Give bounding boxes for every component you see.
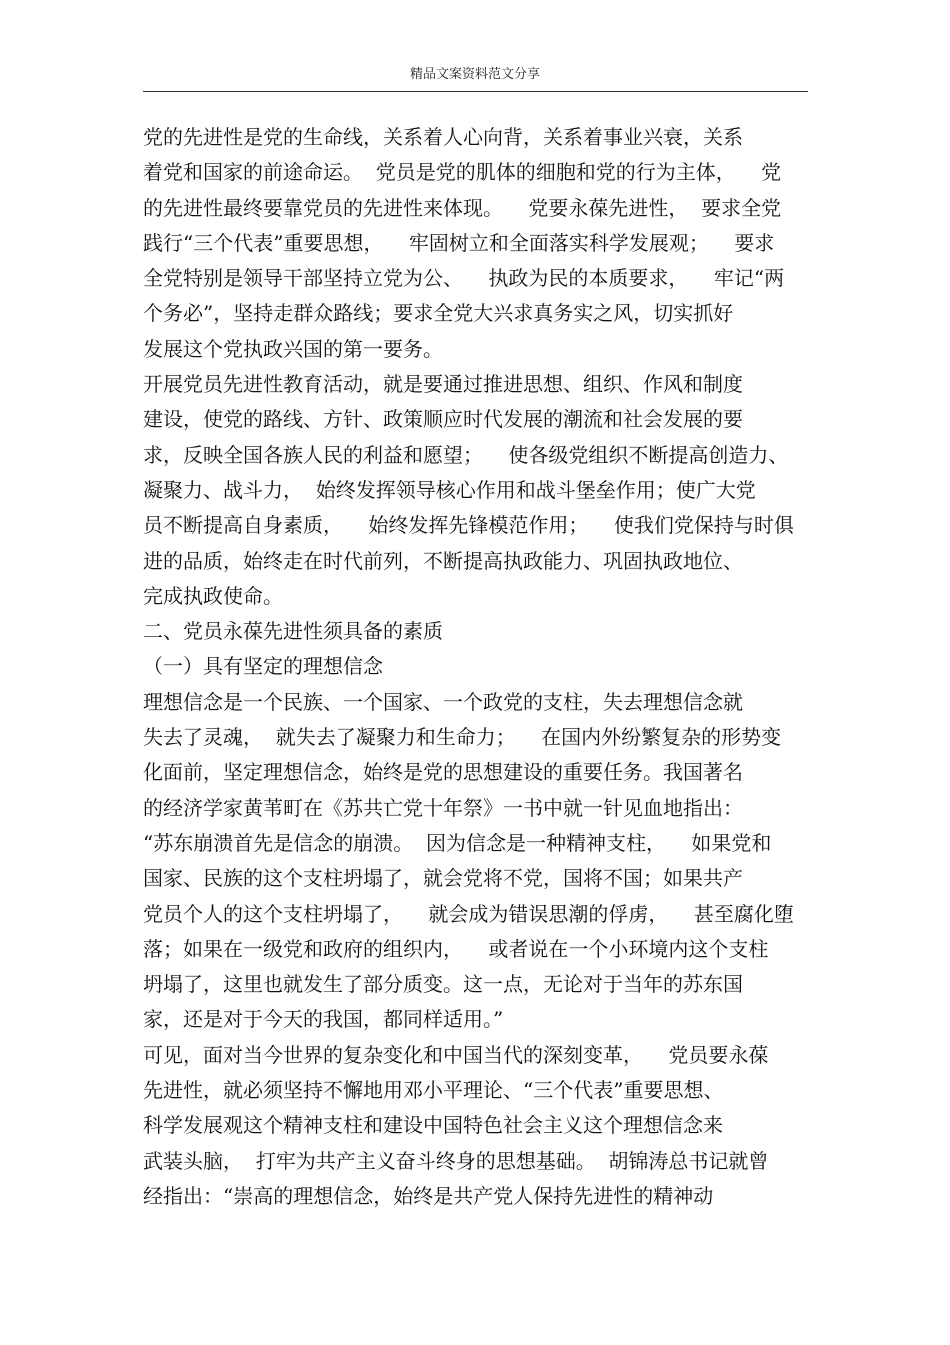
text-line: 党的先进性是党的生命线，关系着人心向背，关系着事业兴衰，关系	[143, 125, 743, 149]
text-line: 科学发展观这个精神支柱和建设中国特色社会主义这个理想信念来	[143, 1113, 723, 1138]
text-line: 国家、民族的这个支柱坍塌了，就会党将不党，国将不国；如果共产	[143, 866, 743, 891]
text-line: 个务必”，坚持走群众路线；要求全党大兴求真务实之风，切实抓好	[143, 301, 734, 326]
page-header: 精品文案资料范文分享	[409, 67, 540, 82]
text-line: 坍塌了，这里也就发生了部分质变。这一点，无论对于当年的苏东国	[143, 972, 743, 997]
text-line: 落；如果在一级党和政府的组织内， 或者说在一个小环境内这个支柱	[143, 936, 769, 961]
text-line: 的先进性最终要靠党员的先进性来体现。 党要永葆先进性， 要求全党	[143, 195, 782, 220]
text-line: 完成执政使命。	[143, 583, 283, 608]
text-line: 进的品质，始终走在时代前列，不断提高执政能力、巩固执政地位、	[143, 548, 743, 573]
text-line: 经指出：“崇高的理想信念，始终是共产党人保持先进性的精神动	[143, 1183, 714, 1208]
text-line: 失去了灵魂， 就失去了凝聚力和生命力； 在国内外纷繁复杂的形势变	[143, 725, 782, 750]
section-heading: 二、党员永葆先进性须具备的素质	[143, 619, 443, 644]
text-line: 党员个人的这个支柱坍塌了， 就会成为错误思潮的俘虏， 甚至腐化堕	[143, 901, 794, 926]
text-line: 武装头脑， 打牢为共产主义奋斗终身的思想基础。 胡锦涛总书记就曾	[143, 1148, 769, 1173]
text-line: 家，还是对于今天的我国，都同样适用。”	[143, 1007, 504, 1032]
subsection-heading: （一）具有坚定的理想信念	[143, 654, 383, 679]
header-divider	[143, 91, 808, 92]
text-line: 理想信念是一个民族、一个国家、一个政党的支柱，失去理想信念就	[143, 689, 743, 714]
text-line: 开展党员先进性教育活动，就是要通过推进思想、组织、作风和制度	[143, 372, 743, 397]
text-line: 全党特别是领导干部坚持立党为公、 执政为民的本质要求， 牢记“两	[143, 266, 785, 291]
text-line: 发展这个党执政兴国的第一要务。	[143, 336, 443, 361]
text-line: 的经济学家黄苇町在《苏共亡党十年祭》一书中就一针见血地指出：	[143, 795, 743, 820]
text-line: 践行“三个代表”重要思想， 牢固树立和全面落实科学发展观； 要求	[143, 230, 775, 255]
text-line: 建设，使党的路线、方针、政策顺应时代发展的潮流和社会发展的要	[143, 407, 743, 432]
text-line: 化面前，坚定理想信念，始终是党的思想建设的重要任务。我国著名	[143, 760, 743, 785]
text-line: 着党和国家的前途命运。 党员是党的肌体的细胞和党的行为主体， 党	[143, 160, 782, 185]
text-line: 求，反映全国各族人民的利益和愿望； 使各级党组织不断提高创造力、	[143, 442, 789, 467]
document-body	[143, 120, 823, 1214]
text-line: “苏东崩溃首先是信念的崩溃。 因为信念是一种精神支柱， 如果党和	[143, 830, 772, 855]
text-line: 凝聚力、战斗力， 始终发挥领导核心作用和战斗堡垒作用；使广大党	[143, 477, 756, 502]
text-line: 先进性，就必须坚持不懈地用邓小平理论、“三个代表”重要思想、	[143, 1078, 724, 1103]
text-line: 可见，面对当今世界的复杂变化和中国当代的深刻变革， 党员要永葆	[143, 1042, 769, 1067]
text-line: 员不断提高自身素质， 始终发挥先锋模范作用； 使我们党保持与时俱	[143, 513, 794, 538]
